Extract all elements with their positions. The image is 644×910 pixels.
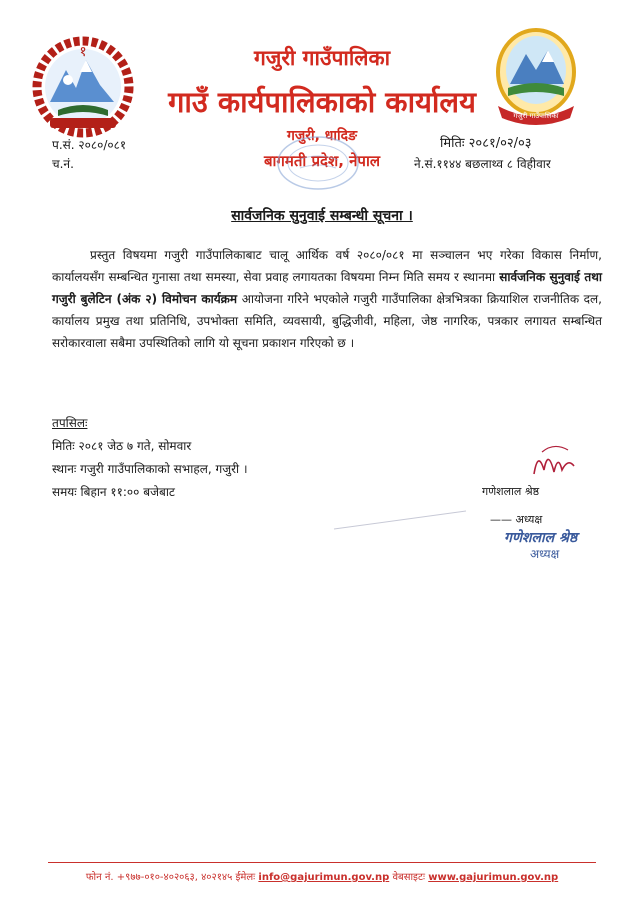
municipality-name: गजुरी गाउँपालिका <box>253 46 391 70</box>
details-heading: तपसिलः <box>52 416 88 430</box>
dispatch-number: च.नं. <box>52 157 74 171</box>
office-name: गाउँ कार्यपालिकाको कार्यालय <box>168 85 476 119</box>
signatory-name: गणेशलाल श्रेष्ठ <box>482 485 540 498</box>
pen-mark-icon <box>330 505 470 535</box>
notice-body <box>52 244 602 354</box>
event-place: स्थानः गजुरी गाउँपालिकाको सभाहल, गजुरी । <box>52 462 248 476</box>
signatory-role: —— अध्यक्ष <box>490 513 543 526</box>
letter-date: मितिः २०८१/०२/०३ <box>440 136 532 151</box>
body-program-name: सार्वजनिक सुनुवाई तथा गजुरी बुलेटिन (अंक २) विमोचन कार्यक्रम <box>52 270 602 306</box>
event-details <box>52 412 248 504</box>
body-part-2: आयोजना गरिने भएकोले गजुरी गाउँपालिका क्षेत्रभित्रका क्रियाशिल राजनीतिक दल, कार्यालय प्रमुख तथा प्रतिनिधि, उपभोक्ता समिति, व्यवसायी, बुद्धिजीवी, महिला, जेष्ठ नागरिक, पत्रकार लगायत सम्बन्धित सरोकारवाला सबैमा उपस्थितिको लागि यो सूचना प्रकाशन गरिएको छ । <box>52 292 602 350</box>
address-line-2: बागमती प्रदेश, नेपाल <box>263 152 381 170</box>
reference-number: प.सं. २०८०/०८१ <box>52 138 127 152</box>
stamp-name: गणेशलाल श्रेष्ठ <box>504 530 578 546</box>
subject-text: सार्वजनिक सुनुवाई सम्बन्धी सूचना । <box>231 208 413 224</box>
footer-website-link[interactable]: www.gajurimun.gov.np <box>428 872 559 883</box>
emblem-number: १ <box>79 44 87 60</box>
office-stamp-icon <box>268 132 368 194</box>
footer-email-label: ईमेलः <box>235 872 256 883</box>
footer-email-link[interactable]: info@gajurimun.gov.np <box>258 872 390 883</box>
event-date: मितिः २०८१ जेठ ७ गते, सोमवार <box>52 439 192 453</box>
signatory-role-text: अध्यक्ष <box>515 513 543 526</box>
notice-subject <box>0 206 644 225</box>
logo-caption: गजुरी गाउँपालिका <box>513 112 559 120</box>
footer-phone: फोन नं. +९७७-०१०-४०२०६३, ४०२१४५ <box>85 872 233 883</box>
footer-website-label: वेबसाइटः <box>392 872 426 883</box>
footer-contact <box>0 869 644 883</box>
event-time: समयः बिहान ११:०० बजेबाट <box>52 485 175 499</box>
signature-icon <box>524 440 584 484</box>
body-part-1: प्रस्तुत विषयमा गजुरी गाउँपालिकाबाट चालू आर्थिक वर्ष २०८०/०८१ मा सञ्चालन भए गरेका विकास निर्माण, कार्यालयसँग सम्बन्धित गुनासा तथा समस्या, सेवा प्रवाह लगायतका विषयमा निम्न मिति समय र स्थानमा <box>52 248 602 284</box>
address-line-1: गजुरी, धादिङ <box>286 128 358 144</box>
nepal-sambat-date: ने.सं.११४४ बछलाथ्व ८ विहीवार <box>414 157 551 171</box>
stamp-role: अध्यक्ष <box>530 547 560 561</box>
footer-divider <box>48 862 596 863</box>
